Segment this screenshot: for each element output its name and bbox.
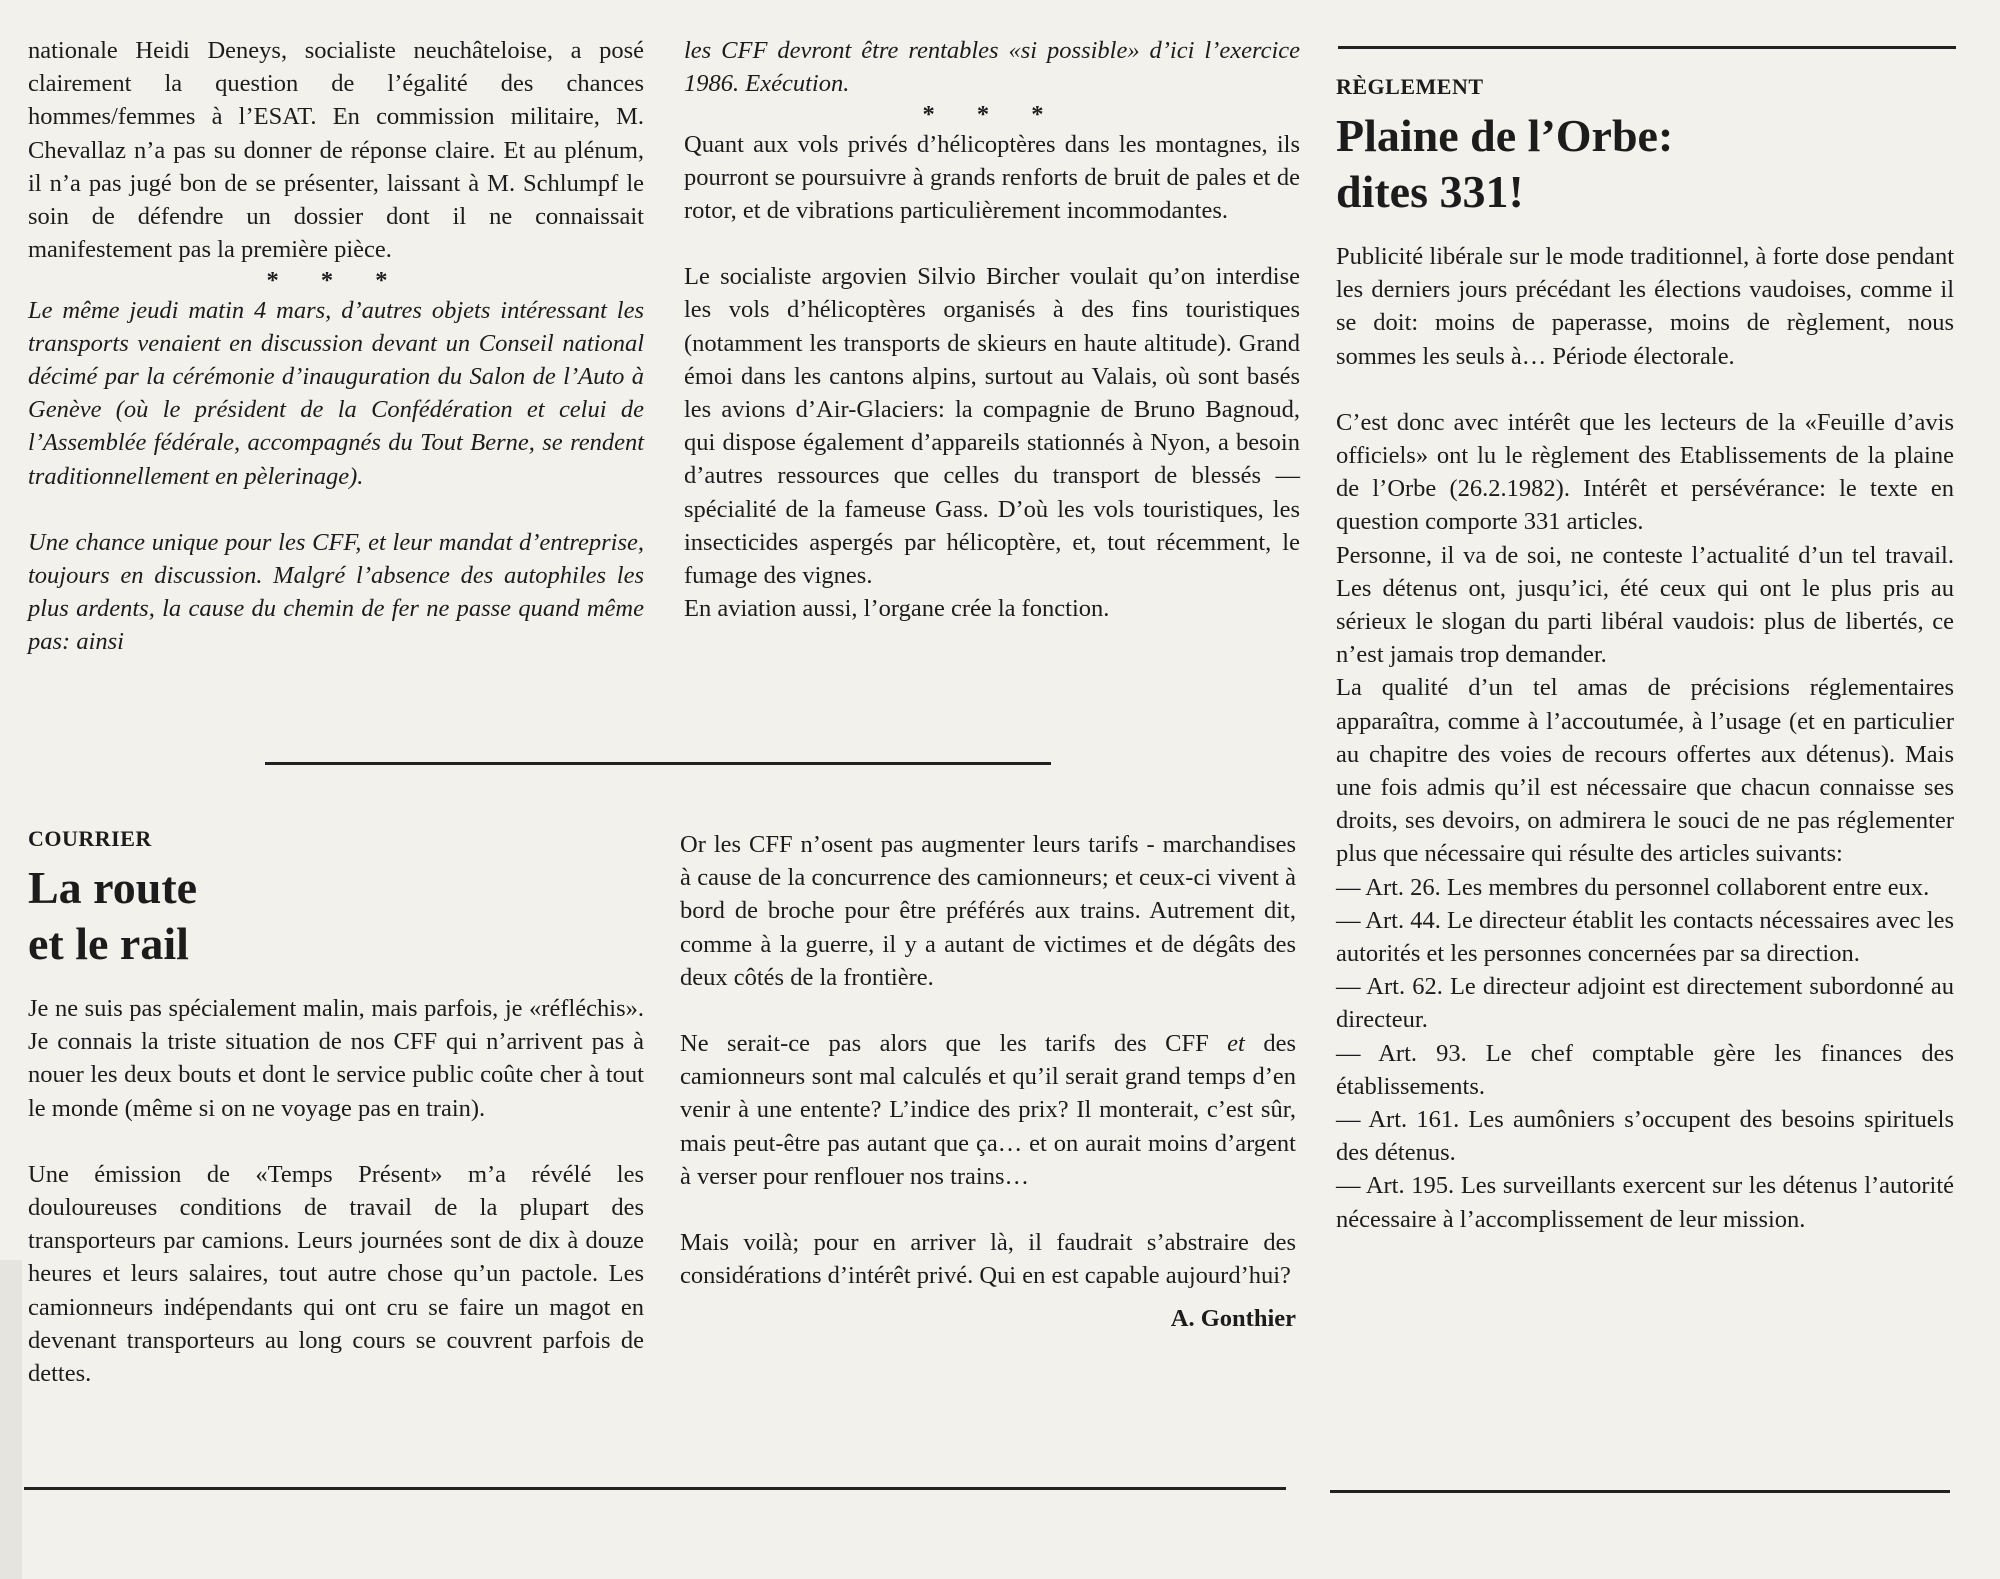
author-signature: A. Gonthier: [1170, 1305, 1296, 1333]
article-headline: [1336, 108, 1954, 220]
paragraph: Publicité libérale sur le mode traditionnel, à forte dose pendant les derniers jours précédant les élections vaudoises, comme il se doit: moins de paperasse, moins de règlement, nous sommes les seuls à… Période électorale.: [1336, 243, 1954, 370]
article-list-item: — Art. 93. Le chef comptable gère les finances des établissements.: [1336, 1039, 1954, 1100]
paragraph: C’est donc avec intérêt que les lecteurs de la «Feuille d’avis officiels» ont lu le règlement des Etablissements de la plaine de l’Orbe (26.2.1982). Intérêt et persévérance: le texte en question comporte 331 articles.: [1336, 408, 1954, 536]
paragraph: nationale Heidi Deneys, socialiste neuchâteloise, a posé clairement la question de l’égalité des chances hommes/femmes à l’ESAT. En commission militaire, M. Chevallaz n’a pas su donner de réponse claire. Et au plénum, il n’a pas jugé bon de se présenter, laissant à M. Schlumpf le soin de défendre un dossier dont il ne connaissait manifestement pas la première pièce.: [28, 37, 644, 264]
article-list-item: — Art. 161. Les aumôniers s’occupent des besoins spirituels des détenus.: [1336, 1106, 1954, 1167]
section-kicker: RÈGLEMENT: [1336, 74, 1484, 99]
column-top-left: [28, 34, 644, 659]
divider-rule: [1330, 1490, 1950, 1493]
divider-rule: [1338, 46, 1956, 49]
column-top-middle: [684, 34, 1300, 625]
paragraph: Mais voilà; pour en arriver là, il faudrait s’abstraire des considérations d’intérêt privé. Qui en est capable aujourd’hui?: [680, 1229, 1296, 1290]
divider-rule: [24, 1487, 1286, 1490]
article-list-item: — Art. 26. Les membres du personnel collaborent entre eux.: [1336, 873, 1930, 901]
paragraph: [680, 1027, 1296, 1193]
article-list-item: — Art. 44. Le directeur établit les contacts nécessaires avec les autorités et les personnes concernées par sa direction.: [1336, 906, 1954, 968]
headline-line: Plaine de l’Orbe:: [1336, 110, 1674, 161]
article-list-item: — Art. 62. Le directeur adjoint est directement subordonné au directeur.: [1336, 973, 1954, 1034]
paragraph: les CFF devront être rentables «si possible» d’ici l’exercice 1986. Exécution.: [684, 37, 1300, 98]
headline-line: dites 331!: [1336, 166, 1524, 217]
article-list-item: — Art. 195. Les surveillants exercent sur les détenus l’autorité nécessaire à l’accomplissement de leur mission.: [1336, 1172, 1954, 1233]
article-headline: [28, 860, 644, 972]
text-run: des camionneurs sont mal calculés et qu’il serait grand temps d’en venir à une entente? L’indice des prix? Il monterait, c’est sûr, mais peut-être pas autant que ça… et on aurait moins d’argent à verser pour renflouer nos trains…: [680, 1030, 1296, 1190]
paragraph: En aviation aussi, l’organe crée la fonction.: [684, 595, 1110, 623]
headline-line: La route: [28, 862, 198, 913]
paragraph: Une chance unique pour les CFF, et leur mandat d’entreprise, toujours en discussion. Malgré l’absence des autophiles les plus ardents, la cause du chemin de fer ne passe quand même pas: ainsi: [28, 528, 644, 656]
text-run: Ne serait-ce pas alors que les tarifs des CFF: [680, 1030, 1228, 1058]
section-kicker: COURRIER: [28, 826, 152, 851]
paragraph: Je ne suis pas spécialement malin, mais parfois, je «réfléchis». Je connais la triste situation de nos CFF qui n’arrivent pas à nouer les deux bouts et dont le service public coûte cher à tout le monde (même si on ne voyage pas en train).: [28, 995, 644, 1122]
paragraph: Quant aux vols privés d’hélicoptères dans les montagnes, ils pourront se poursuivre à grands renforts de bruit de pales et de rotor, et de vibrations particulièrement incommodantes.: [684, 130, 1300, 225]
paragraph: La qualité d’un tel amas de précisions réglementaires apparaîtra, comme à l’accoutumée, à l’usage (et en particulier au chapitre des voies de recours offertes aux détenus). Mais une fois admis qu’il est nécessaire que chacun connaisse ses droits, ses devoirs, on admirera le souci de ne pas réglementer plus que nécessaire qui résulte des articles suivants:: [1336, 674, 1954, 868]
page-edge-shadow: [0, 1260, 22, 1579]
text-emphasis: et: [1227, 1030, 1245, 1058]
separator-stars: * * *: [922, 101, 1062, 129]
paragraph: Une émission de «Temps Présent» m’a révélé les douloureuses conditions de travail de la plupart des transporteurs par camions. Leurs journées sont de dix à douze heures et leurs salaires, tout autre chose qu’un pactole. Les camionneurs indépendants qui ont cru se faire un magot en devenant transporteurs au long cours se couvrent parfois de dettes.: [28, 1160, 644, 1388]
divider-rule: [265, 762, 1051, 765]
paragraph: Or les CFF n’osent pas augmenter leurs tarifs - marchandises à cause de la concurrence des camionneurs; et ceux-ci vivent à bord de broche pour être préférés aux trains. Autrement dit, comme à la guerre, il y a autant de victimes et de dégâts des deux côtés de la frontière.: [680, 831, 1296, 991]
article-courrier: [28, 824, 644, 1390]
paragraph: Le même jeudi matin 4 mars, d’autres objets intéressant les transports venaient en discussion devant un Conseil national décimé par la cérémonie d’inauguration du Salon de l’Auto à Genève (où le président de la Confédération et celui de l’Assemblée fédérale, accompagnés du Tout Berne, se rendent traditionnellement en pèlerinage).: [28, 296, 644, 490]
headline-line: et le rail: [28, 918, 189, 969]
paragraph: Personne, il va de soi, ne conteste l’actualité d’un tel travail. Les détenus ont, jusqu’ici, été ceux qui ont le plus pris au sérieux le slogan du parti libéral vaudois: plus de libertés, ce n’est jamais trop demander.: [1336, 541, 1954, 669]
paragraph: Le socialiste argovien Silvio Bircher voulait qu’on interdise les vols d’hélicoptères organisés à des fins touristiques (notamment les transports de skieurs en haute altitude). Grand émoi dans les cantons alpins, surtout au Valais, où sont basés les avions d’Air-Glaciers: la compagnie de Bruno Bagnoud, qui dispose également d’appareils stationnés à Nyon, a besoin d’autres ressources que celles du transport de blessés — spécialité de la fameuse Gass. D’où les vols touristiques, les insecticides aspergés par hélicoptère, et, tout récemment, le fumage des vignes.: [684, 263, 1300, 590]
article-courrier-continued: [680, 828, 1296, 1336]
article-reglement: [1336, 72, 1954, 1236]
separator-stars: * * *: [266, 267, 406, 295]
